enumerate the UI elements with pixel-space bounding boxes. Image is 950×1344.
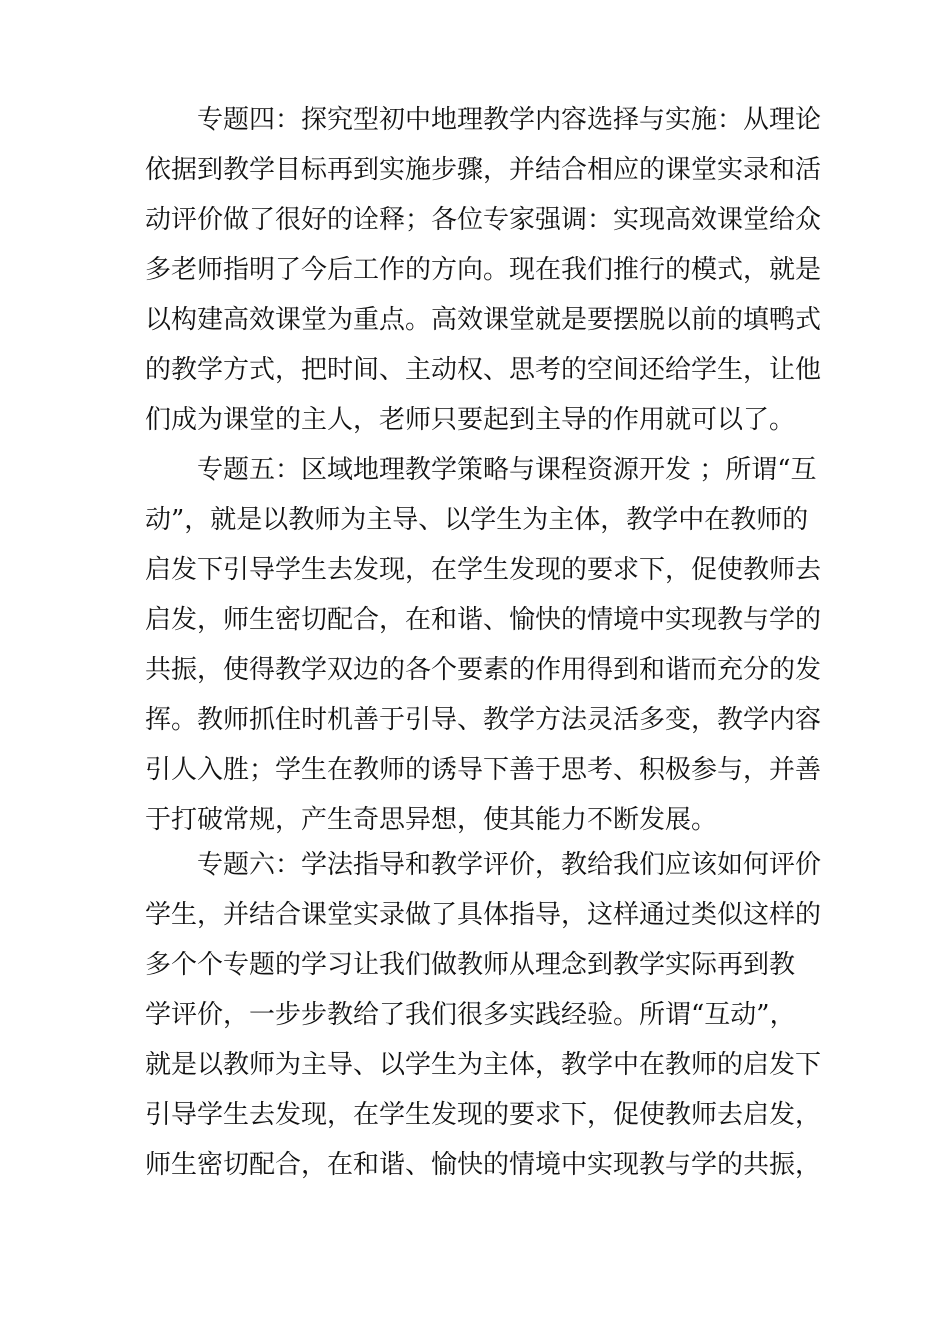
paragraph-2-line-8: 于打破常规，产生奇思异想，使其能力不断发展。 — [145, 805, 718, 835]
paragraph-2-line-2: 动”，就是以教师为主导、以学生为主体，教学中在教师的 — [145, 505, 809, 535]
paragraph-2-line-3: 启发下引导学生去发现，在学生发现的要求下，促使教师去 — [145, 555, 822, 585]
paragraph-1-line-4: 多老师指明了今后工作的方向。现在我们推行的模式，就是 — [145, 255, 822, 285]
paragraph-3-line-1: 专题六：学法指导和教学评价，教给我们应该如何评价 — [197, 850, 822, 880]
paragraph-2-line-6: 挥。教师抓住时机善于引导、教学方法灵活多变，教学内容 — [145, 705, 822, 735]
paragraph-3-line-6: 引导学生去发现，在学生发现的要求下，促使教师去启发， — [145, 1100, 822, 1130]
paragraph-3-line-2: 学生，并结合课堂实录做了具体指导，这样通过类似这样的 — [145, 900, 822, 930]
paragraph-2-line-5: 共振，使得教学双边的各个要素的作用得到和谐而充分的发 — [145, 655, 822, 685]
paragraph-1-line-5: 以构建高效课堂为重点。高效课堂就是要摆脱以前的填鸭式 — [145, 305, 822, 335]
paragraph-1-line-1: 专题四：探究型初中地理教学内容选择与实施：从理论 — [197, 105, 822, 135]
paragraph-1-line-7: 们成为课堂的主人，老师只要起到主导的作用就可以了。 — [145, 405, 796, 435]
paragraph-1-line-2: 依据到教学目标再到实施步骤，并结合相应的课堂实录和活 — [145, 155, 822, 185]
paragraph-2-line-4: 启发，师生密切配合，在和谐、愉快的情境中实现教与学的 — [145, 605, 822, 635]
paragraph-3-line-3: 多个个专题的学习让我们做教师从理念到教学实际再到教 — [145, 950, 796, 980]
paragraph-3-line-5: 就是以教师为主导、以学生为主体，教学中在教师的启发下 — [145, 1050, 822, 1080]
paragraph-1-line-3: 动评价做了很好的诠释；各位专家强调：实现高效课堂给众 — [145, 205, 822, 235]
paragraph-1-line-6: 的教学方式，把时间、主动权、思考的空间还给学生，让他 — [145, 355, 822, 385]
paragraph-3-line-7: 师生密切配合，在和谐、愉快的情境中实现教与学的共振， — [145, 1150, 822, 1180]
paragraph-3-line-4: 学评价，一步步教给了我们很多实践经验。所谓“互动”， — [145, 1000, 796, 1030]
paragraph-2-line-7: 引人入胜；学生在教师的诱导下善于思考、积极参与，并善 — [145, 755, 822, 785]
paragraph-2-line-1: 专题五：区域地理教学策略与课程资源开发 ；所谓“互 — [197, 455, 817, 485]
